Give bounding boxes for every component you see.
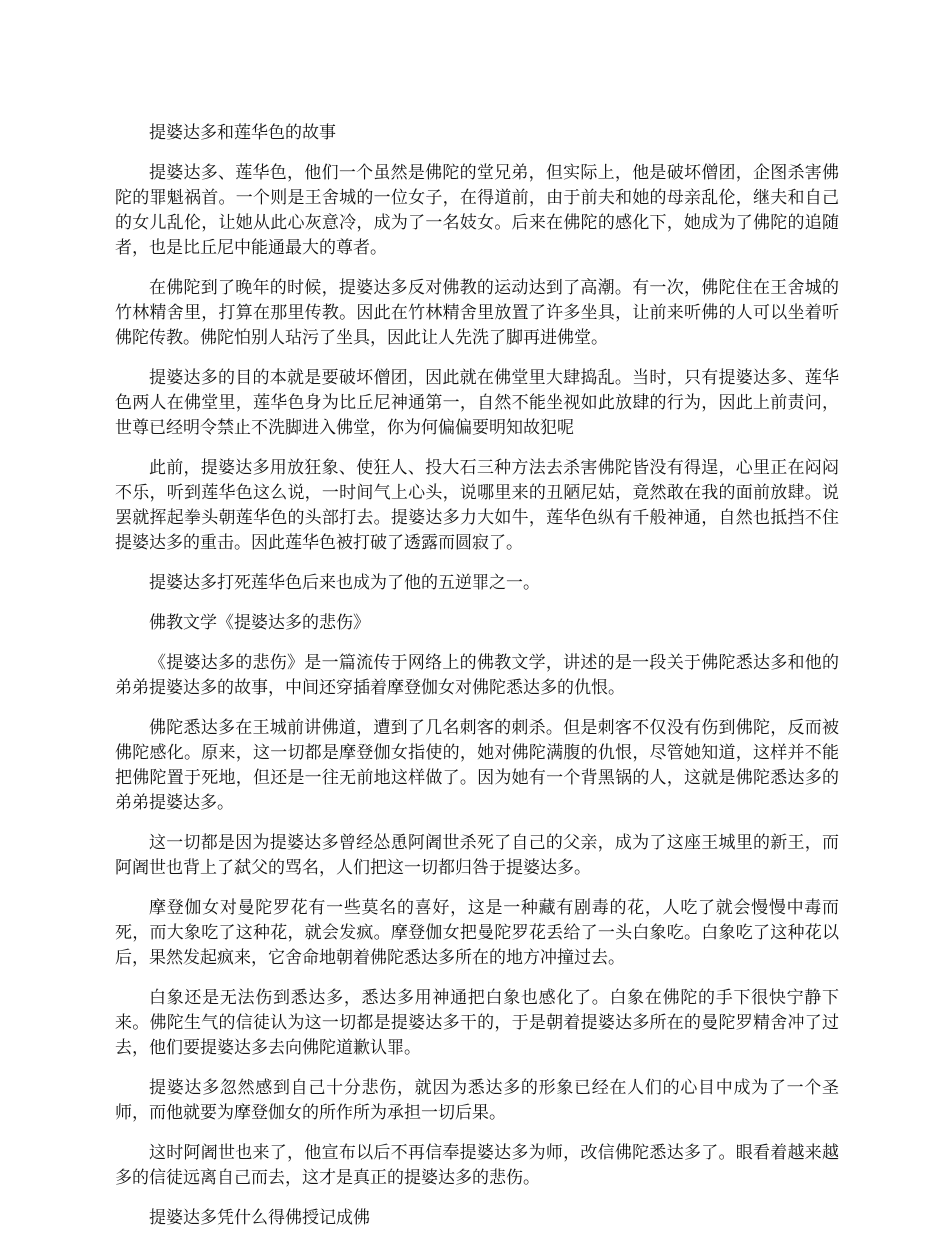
document-body — [115, 121, 839, 1246]
section-title-devadatta-utpalavarna: 提婆达多和莲华色的故事 — [149, 123, 336, 143]
section-title-buddhist-literature: 佛教文学《提婆达多的悲伤》 — [149, 613, 370, 633]
paragraph: 提婆达多忽然感到自己十分悲伤，就因为悉达多的形象已经在人们的心目中成为了一个圣师，而他就要为摩登伽女的所作所为承担一切后果。 — [115, 1078, 839, 1123]
paragraph: 在佛陀到了晚年的时候，提婆达多反对佛教的运动达到了高潮。有一次，佛陀住在王舍城的竹林精舍里，打算在那里传教。因此在竹林精舍里放置了许多坐具，让前来听佛的人可以坐着听佛陀传教。佛陀怕别人玷污了坐具，因此让人先洗了脚再进佛堂。 — [115, 278, 839, 348]
paragraph: 提婆达多的目的本就是要破坏僧团，因此就在佛堂里大肆捣乱。当时，只有提婆达多、莲华色两人在佛堂里，莲华色身为比丘尼神通第一，自然不能坐视如此放肆的行为，因此上前责问，世尊已经明令禁止不洗脚进入佛堂，你为何偏偏要明知故犯呢 — [115, 368, 839, 438]
paragraph: 《提婆达多的悲伤》是一篇流传于网络上的佛教文学，讲述的是一段关于佛陀悉达多和他的弟弟提婆达多的故事，中间还穿插着摩登伽女对佛陀悉达多的仇恨。 — [115, 653, 839, 698]
paragraph: 这时阿阇世也来了，他宣布以后不再信奉提婆达多为师，改信佛陀悉达多了。眼看着越来越多的信徒远离自己而去，这才是真正的提婆达多的悲伤。 — [115, 1143, 839, 1188]
paragraph: 提婆达多、莲华色，他们一个虽然是佛陀的堂兄弟，但实际上，他是破坏僧团，企图杀害佛陀的罪魁祸首。一个则是王舍城的一位女子，在得道前，由于前夫和她的母亲乱伦，继夫和自己的女儿乱伦，让她从此心灰意冷，成为了一名妓女。后来在佛陀的感化下，她成为了佛陀的追随者，也是比丘尼中能通最大的尊者。 — [115, 163, 839, 258]
paragraph: 佛陀悉达多在王城前讲佛道，遭到了几名刺客的刺杀。但是刺客不仅没有伤到佛陀，反而被佛陀感化。原来，这一切都是摩登伽女指使的，她对佛陀满腹的仇恨，尽管她知道，这样并不能把佛陀置于死地，但还是一往无前地这样做了。因为她有一个背黑锅的人，这就是佛陀悉达多的弟弟提婆达多。 — [115, 718, 839, 813]
paragraph: 白象还是无法伤到悉达多，悉达多用神通把白象也感化了。白象在佛陀的手下很快宁静下来。佛陀生气的信徒认为这一切都是提婆达多干的，于是朝着提婆达多所在的曼陀罗精舍冲了过去，他们要提婆达多去向佛陀道歉认罪。 — [115, 988, 839, 1058]
section-title-prophecy: 提婆达多凭什么得佛授记成佛 — [149, 1208, 370, 1228]
paragraph: 提婆达多打死莲华色后来也成为了他的五逆罪之一。 — [149, 573, 540, 593]
paragraph: 摩登伽女对曼陀罗花有一些莫名的喜好，这是一种藏有剧毒的花，人吃了就会慢慢中毒而死，而大象吃了这种花，就会发疯。摩登伽女把曼陀罗花丢给了一头白象吃。白象吃了这种花以后，果然发起疯来，它舍命地朝着佛陀悉达多所在的地方冲撞过去。 — [115, 898, 839, 968]
paragraph: 此前，提婆达多用放狂象、使狂人、投大石三种方法去杀害佛陀皆没有得逞，心里正在闷闷不乐，听到莲华色这么说，一时间气上心头，说哪里来的丑陋尼姑，竟然敢在我的面前放肆。说罢就挥起拳头朝莲华色的头部打去。提婆达多力大如牛，莲华色纵有千般神通，自然也抵挡不住提婆达多的重击。因此莲华色被打破了透露而圆寂了。 — [115, 458, 839, 553]
paragraph: 这一切都是因为提婆达多曾经怂恿阿阇世杀死了自己的父亲，成为了这座王城里的新王，而阿阇世也背上了弑父的骂名，人们把这一切都归咎于提婆达多。 — [115, 833, 839, 878]
